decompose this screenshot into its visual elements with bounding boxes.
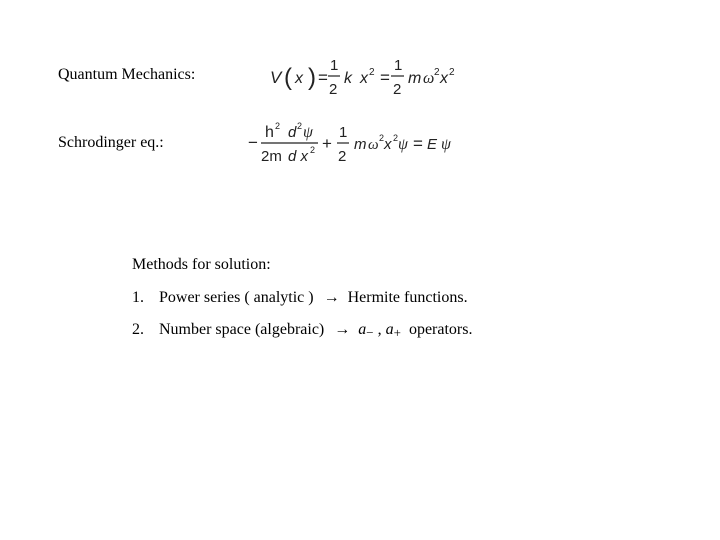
eq-frac1-den: 2	[329, 81, 338, 98]
seq-minus: −	[248, 133, 258, 152]
eq-x2-exponent: 2	[369, 67, 375, 78]
seq-equals: =	[413, 134, 423, 153]
seq-psi: ψ	[398, 136, 408, 153]
eq-x-symbol: x	[295, 70, 303, 87]
arrow-icon: →	[323, 289, 340, 306]
seq-hbar-exponent: 2	[275, 121, 281, 131]
seq-plus: +	[322, 134, 332, 153]
seq-x-exponent: 2	[393, 133, 399, 143]
potential-equation	[268, 54, 468, 100]
seq-frac-den: 2	[338, 148, 347, 165]
eq-omega-symbol: ω	[423, 70, 435, 87]
eq-k-symbol: k	[344, 70, 352, 87]
schrodinger-equation	[246, 118, 466, 168]
eq-v-symbol: V	[270, 68, 282, 87]
eq-frac1-num: 1	[330, 57, 339, 74]
seq-x: x	[384, 136, 392, 153]
eq-equals-2: =	[380, 68, 390, 87]
operator-separator: ,	[377, 321, 382, 338]
eq-x2-symbol: x	[360, 70, 368, 87]
method-number: 1.	[132, 289, 144, 306]
method-number: 2.	[132, 321, 144, 338]
method-result: operators.	[408, 321, 473, 338]
method-item-2	[132, 321, 472, 341]
method-text: Power series ( analytic )	[159, 289, 314, 306]
seq-psi-rhs: ψ	[441, 136, 451, 153]
raising-operator: $a_+$	[385, 321, 401, 340]
seq-psi-top: ψ	[303, 124, 313, 141]
method-item-1	[132, 289, 468, 307]
eq-omega-exponent: 2	[434, 67, 440, 78]
lowering-operator-subscript: −	[366, 325, 374, 340]
schrodinger-label: Schrodinger eq.:	[58, 134, 164, 151]
methods-title: Methods for solution:	[132, 256, 271, 273]
seq-E: E	[427, 136, 438, 153]
seq-dx-exponent: 2	[310, 145, 316, 155]
seq-omega-exponent: 2	[379, 133, 385, 143]
eq-close-paren: )	[308, 64, 316, 91]
arrow-icon: →	[334, 321, 351, 338]
raising-operator-subscript: +	[393, 325, 401, 340]
seq-omega: ω	[368, 137, 379, 153]
eq-open-paren: (	[284, 64, 292, 91]
method-text: Number space (algebraic)	[159, 321, 325, 338]
seq-d-exponent: 2	[297, 121, 303, 131]
seq-d-top: d	[288, 124, 297, 141]
quantum-mechanics-label: Quantum Mechanics:	[58, 66, 196, 83]
seq-frac-num: 1	[339, 124, 348, 141]
seq-dx: d x	[288, 148, 309, 165]
seq-hbar: h	[265, 124, 274, 141]
method-result: Hermite functions.	[347, 289, 468, 306]
eq-frac2-den: 2	[393, 81, 402, 98]
eq-x3-symbol: x	[440, 70, 448, 87]
eq-m-symbol: m	[408, 70, 422, 87]
seq-m: m	[354, 136, 367, 153]
eq-x3-exponent: 2	[449, 67, 455, 78]
lowering-operator: $a_-$	[358, 321, 374, 340]
eq-frac2-num: 1	[394, 57, 403, 74]
seq-2m: 2m	[261, 148, 282, 165]
eq-equals-1: =	[318, 68, 328, 87]
